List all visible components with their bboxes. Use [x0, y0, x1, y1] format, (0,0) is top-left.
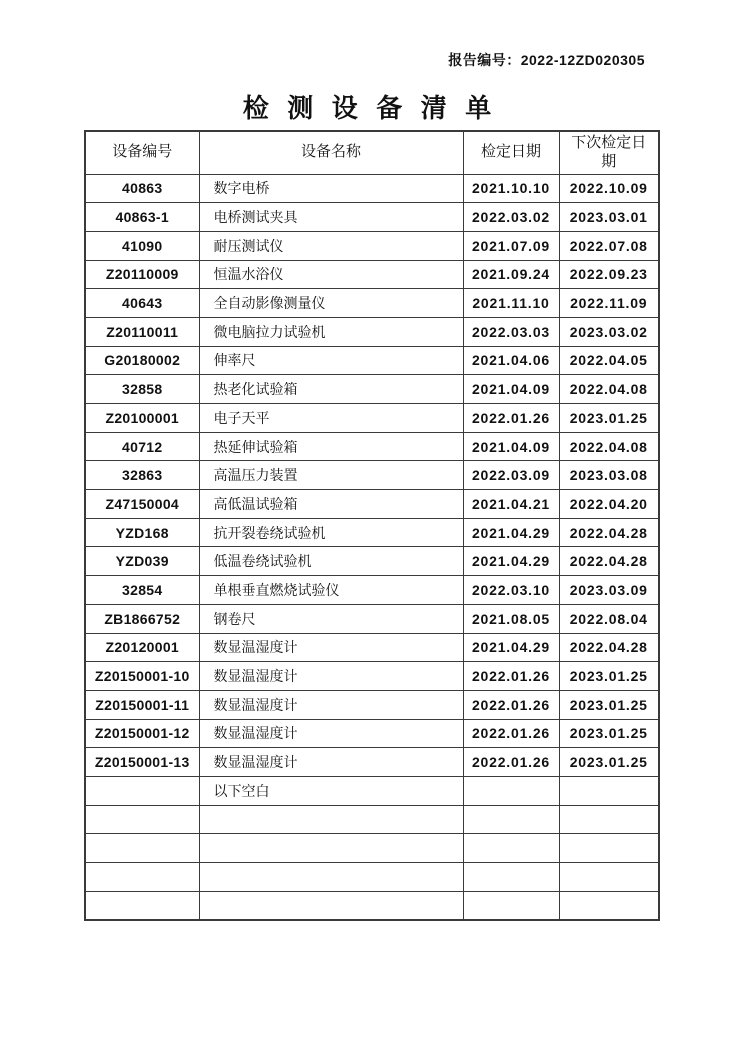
- report-number: 报告编号：2022-12ZD020305: [448, 52, 645, 68]
- next-calibration-date-cell: 2023.01.25: [559, 748, 659, 777]
- table-row: [85, 891, 659, 920]
- device-name-cell: 伸率尺: [199, 346, 463, 375]
- table-row: [85, 604, 659, 633]
- calibration-date-cell: 2022.01.26: [463, 690, 559, 719]
- column-header-device-id: 设备编号: [85, 131, 199, 174]
- device-id-cell: 40712: [85, 432, 199, 461]
- device-name-cell: 单根垂直燃烧试验仪: [199, 576, 463, 605]
- next-calibration-date-cell: [559, 805, 659, 834]
- calibration-date-cell: [463, 834, 559, 863]
- header-row: [85, 131, 659, 174]
- device-name-cell: [199, 834, 463, 863]
- table-row: [85, 317, 659, 346]
- device-name-cell: 高温压力装置: [199, 461, 463, 490]
- device-name-cell: [199, 891, 463, 920]
- equipment-table-body: [85, 174, 659, 920]
- calibration-date-cell: [463, 891, 559, 920]
- table-row: [85, 576, 659, 605]
- table-row: [85, 834, 659, 863]
- device-name-cell: 耐压测试仪: [199, 231, 463, 260]
- device-name-cell: 数字电桥: [199, 174, 463, 203]
- next-calibration-date-cell: 2023.01.25: [559, 404, 659, 433]
- next-calibration-date-cell: 2022.04.08: [559, 432, 659, 461]
- calibration-date-cell: 2021.11.10: [463, 289, 559, 318]
- page-title: 检 测 设 备 清 单: [242, 94, 498, 123]
- table-row: [85, 748, 659, 777]
- device-id-cell: Z20100001: [85, 404, 199, 433]
- column-header-calibration-date: 检定日期: [463, 131, 559, 174]
- table-row: [85, 863, 659, 892]
- calibration-date-cell: 2022.03.10: [463, 576, 559, 605]
- table-row: [85, 375, 659, 404]
- equipment-table-header: [85, 131, 659, 174]
- table-row: [85, 346, 659, 375]
- calibration-date-cell: 2021.04.09: [463, 432, 559, 461]
- device-id-cell: Z20110009: [85, 260, 199, 289]
- calibration-date-cell: [463, 776, 559, 805]
- calibration-date-cell: 2021.10.10: [463, 174, 559, 203]
- next-calibration-date-cell: 2022.04.08: [559, 375, 659, 404]
- calibration-date-cell: 2021.07.09: [463, 231, 559, 260]
- device-name-cell: 钢卷尺: [199, 604, 463, 633]
- next-calibration-date-cell: 2022.04.05: [559, 346, 659, 375]
- device-name-cell: 数显温湿度计: [199, 662, 463, 691]
- calibration-date-cell: 2021.08.05: [463, 604, 559, 633]
- calibration-date-cell: 2022.03.09: [463, 461, 559, 490]
- table-row: [85, 289, 659, 318]
- device-name-cell: 热老化试验箱: [199, 375, 463, 404]
- device-name-cell: 数显温湿度计: [199, 719, 463, 748]
- calibration-date-cell: 2021.04.21: [463, 490, 559, 519]
- calibration-date-cell: 2021.04.09: [463, 375, 559, 404]
- device-id-cell: 32854: [85, 576, 199, 605]
- next-calibration-date-cell: [559, 863, 659, 892]
- table-row: [85, 174, 659, 203]
- next-calibration-date-cell: 2022.11.09: [559, 289, 659, 318]
- calibration-date-cell: 2021.04.29: [463, 547, 559, 576]
- device-name-cell: 抗开裂卷绕试验机: [199, 518, 463, 547]
- device-id-cell: 32863: [85, 461, 199, 490]
- device-id-cell: [85, 776, 199, 805]
- calibration-date-cell: 2021.04.06: [463, 346, 559, 375]
- device-id-cell: YZD039: [85, 547, 199, 576]
- table-row: [85, 461, 659, 490]
- column-header-device-name: 设备名称: [199, 131, 463, 174]
- equipment-table: [84, 130, 660, 921]
- table-row: [85, 490, 659, 519]
- table-row: [85, 404, 659, 433]
- column-header-next-calibration-date: 下次检定日期: [559, 131, 659, 174]
- next-calibration-date-cell: 2022.09.23: [559, 260, 659, 289]
- table-row: [85, 547, 659, 576]
- table-row: [85, 719, 659, 748]
- next-calibration-date-cell: 2023.03.08: [559, 461, 659, 490]
- device-id-cell: 41090: [85, 231, 199, 260]
- next-calibration-date-cell: 2022.04.28: [559, 633, 659, 662]
- next-calibration-date-cell: [559, 891, 659, 920]
- device-name-cell: 高低温试验箱: [199, 490, 463, 519]
- device-id-cell: Z20120001: [85, 633, 199, 662]
- device-name-cell: 数显温湿度计: [199, 748, 463, 777]
- device-name-cell: [199, 863, 463, 892]
- table-row: [85, 662, 659, 691]
- calibration-date-cell: 2022.01.26: [463, 662, 559, 691]
- device-id-cell: Z20150001-13: [85, 748, 199, 777]
- calibration-date-cell: [463, 863, 559, 892]
- device-id-cell: [85, 834, 199, 863]
- calibration-date-cell: 2022.01.26: [463, 719, 559, 748]
- table-row: [85, 633, 659, 662]
- table-row: [85, 260, 659, 289]
- next-calibration-date-cell: [559, 834, 659, 863]
- table-row: [85, 203, 659, 232]
- next-calibration-date-cell: 2022.04.20: [559, 490, 659, 519]
- device-name-cell: 电子天平: [199, 404, 463, 433]
- next-calibration-date-cell: 2023.03.01: [559, 203, 659, 232]
- next-calibration-date-cell: 2022.04.28: [559, 547, 659, 576]
- device-name-cell: 电桥测试夹具: [199, 203, 463, 232]
- device-name-cell: 数显温湿度计: [199, 633, 463, 662]
- device-id-cell: [85, 891, 199, 920]
- device-id-cell: [85, 863, 199, 892]
- table-row: [85, 690, 659, 719]
- device-id-cell: [85, 805, 199, 834]
- next-calibration-date-cell: [559, 776, 659, 805]
- device-id-cell: Z47150004: [85, 490, 199, 519]
- device-name-cell: 全自动影像测量仪: [199, 289, 463, 318]
- device-name-cell: 以下空白: [199, 776, 463, 805]
- next-calibration-date-cell: 2022.04.28: [559, 518, 659, 547]
- device-id-cell: Z20150001-12: [85, 719, 199, 748]
- device-id-cell: 40863: [85, 174, 199, 203]
- device-id-cell: Z20150001-11: [85, 690, 199, 719]
- table-row: [85, 805, 659, 834]
- calibration-date-cell: 2021.04.29: [463, 633, 559, 662]
- table-row: [85, 231, 659, 260]
- next-calibration-date-cell: 2022.07.08: [559, 231, 659, 260]
- device-name-cell: [199, 805, 463, 834]
- next-calibration-date-cell: 2023.01.25: [559, 662, 659, 691]
- next-calibration-date-cell: 2023.03.02: [559, 317, 659, 346]
- device-id-cell: YZD168: [85, 518, 199, 547]
- device-id-cell: ZB1866752: [85, 604, 199, 633]
- device-name-cell: 数显温湿度计: [199, 690, 463, 719]
- device-name-cell: 低温卷绕试验机: [199, 547, 463, 576]
- calibration-date-cell: 2022.03.02: [463, 203, 559, 232]
- device-name-cell: 热延伸试验箱: [199, 432, 463, 461]
- calibration-date-cell: 2022.01.26: [463, 748, 559, 777]
- calibration-date-cell: 2022.01.26: [463, 404, 559, 433]
- table-row: [85, 776, 659, 805]
- next-calibration-date-cell: 2023.01.25: [559, 690, 659, 719]
- calibration-date-cell: 2021.04.29: [463, 518, 559, 547]
- next-calibration-date-cell: 2023.03.09: [559, 576, 659, 605]
- calibration-date-cell: 2022.03.03: [463, 317, 559, 346]
- device-id-cell: Z20150001-10: [85, 662, 199, 691]
- device-id-cell: G20180002: [85, 346, 199, 375]
- device-id-cell: 40643: [85, 289, 199, 318]
- device-id-cell: Z20110011: [85, 317, 199, 346]
- next-calibration-date-cell: 2022.08.04: [559, 604, 659, 633]
- next-calibration-date-cell: 2023.01.25: [559, 719, 659, 748]
- calibration-date-cell: [463, 805, 559, 834]
- device-id-cell: 32858: [85, 375, 199, 404]
- device-name-cell: 微电脑拉力试验机: [199, 317, 463, 346]
- table-row: [85, 518, 659, 547]
- device-id-cell: 40863-1: [85, 203, 199, 232]
- next-calibration-date-cell: 2022.10.09: [559, 174, 659, 203]
- device-name-cell: 恒温水浴仪: [199, 260, 463, 289]
- calibration-date-cell: 2021.09.24: [463, 260, 559, 289]
- table-row: [85, 432, 659, 461]
